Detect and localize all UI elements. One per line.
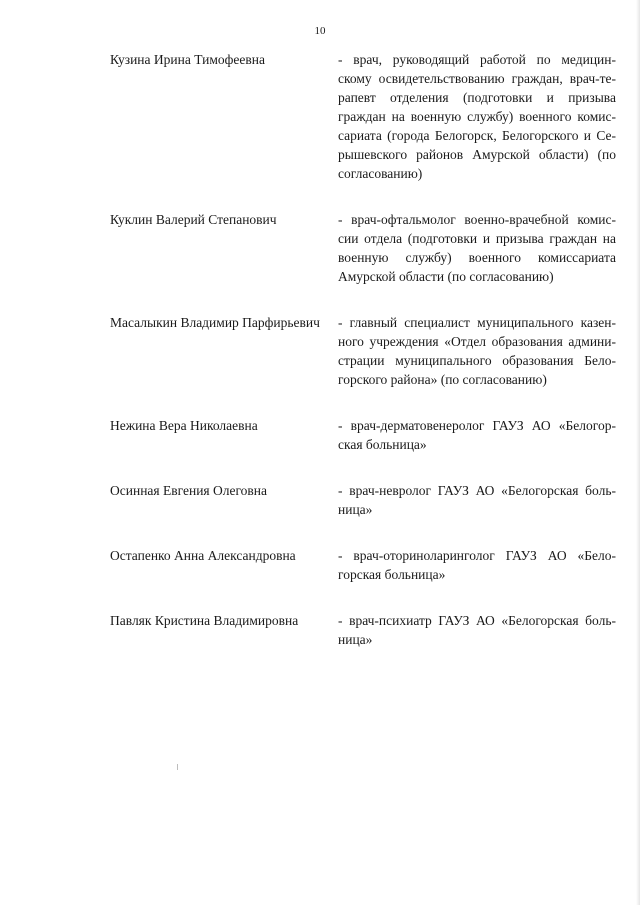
member-position [338, 313, 616, 389]
position-line: ская больница» [338, 437, 427, 452]
position-line: - главный специалист муниципального казен- [338, 315, 616, 330]
member-entry [110, 611, 620, 649]
position-line: горская больница» [338, 567, 446, 582]
member-name: Остапенко Анна Александровна [110, 548, 296, 563]
member-position [338, 416, 616, 454]
member-entry [110, 50, 620, 183]
position-line: Амурской области (по согласованию) [338, 269, 554, 284]
position-line: - врач-офтальмолог военно-врачебной комис- [338, 212, 616, 227]
member-name: Кузина Ирина Тимофеевна [110, 52, 265, 67]
member-name: Масалыкин Владимир Парфирьевич [110, 315, 320, 330]
member-entry [110, 481, 620, 519]
member-position [338, 611, 616, 649]
position-line: рапевт отделения (подготовки и призыва [338, 90, 616, 105]
position-line: ница» [338, 502, 373, 517]
position-line: сии отдела (подготовки и призыва граждан на [338, 231, 616, 246]
position-line: военную службу) военного комиссариата [338, 250, 616, 265]
position-line: ного учреждения «Отдел образования админи- [338, 334, 616, 349]
page-number: 10 [314, 25, 326, 37]
position-line: - врач-оториноларинголог ГАУЗ АО «Бело- [338, 548, 616, 563]
member-name: Осинная Евгения Олеговна [110, 483, 268, 498]
position-line: скому освидетельствованию граждан, врач-те- [338, 71, 616, 86]
member-position [338, 210, 616, 286]
member-position [338, 481, 616, 519]
scan-speck [177, 764, 178, 770]
scan-page-edge [636, 0, 640, 905]
member-name: Павляк Кристина Владимировна [110, 613, 299, 628]
member-position [338, 546, 616, 584]
member-entry [110, 546, 620, 584]
member-entry [110, 416, 620, 454]
position-line: сариата (города Белогорск, Белогорского и Се- [338, 128, 616, 143]
position-line: страции муниципального образования Бело- [338, 353, 616, 368]
member-position [338, 50, 616, 183]
member-name: Куклин Валерий Степанович [110, 212, 277, 227]
position-line: ница» [338, 632, 373, 647]
position-line: - врач-невролог ГАУЗ АО «Белогорская боль- [338, 483, 616, 498]
position-line: горского района» (по согласованию) [338, 372, 547, 387]
position-line: согласованию) [338, 166, 423, 181]
committee-member-list [110, 50, 620, 676]
position-line: - врач-психиатр ГАУЗ АО «Белогорская боль- [338, 613, 616, 628]
member-entry [110, 313, 620, 389]
position-line: - врач, руководящий работой по медицин- [338, 52, 616, 67]
member-entry [110, 210, 620, 286]
position-line: граждан на военную службу) военного комис- [338, 109, 616, 124]
position-line: рышевского районов Амурской области) (по [338, 147, 616, 162]
member-name: Нежина Вера Николаевна [110, 418, 258, 433]
position-line: - врач-дерматовенеролог ГАУЗ АО «Белогор- [338, 418, 616, 433]
